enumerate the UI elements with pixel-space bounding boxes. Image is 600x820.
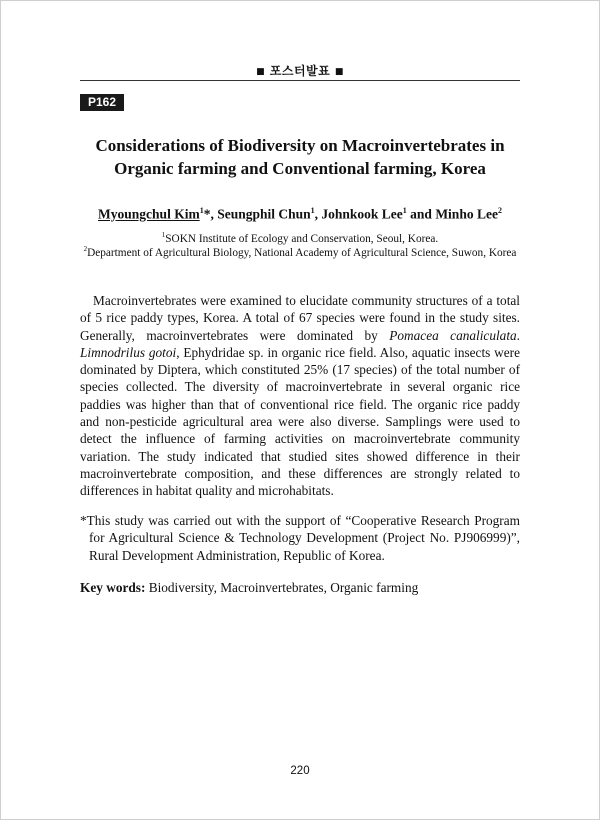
abstract-paragraph xyxy=(80,292,520,500)
page-number: 220 xyxy=(290,765,310,777)
section-header-text: 포스터발표 xyxy=(269,64,331,78)
author-line xyxy=(0,206,600,223)
abstract-text: , Ephydridae sp. in organic rice field. Also, aquatic insects were dominated by Diptera, which constituted 25% (17 species) of the total number of species collected. The diversity of macroinvertebrate in several organic rice paddies was higher than that of conventional rice field. The organic rice paddy and non-pesticide agricultural area were also diverse. Samplings were used to detect the influence of farming activities on macroinvertebrate community variation. The study indicated that studied sites showed difference in their macroinvertebrate composition, and these differences are strongly related to differences in habitat quality and microhabitats. xyxy=(80,344,520,499)
affiliation-marker: 2 xyxy=(83,245,88,253)
affiliation-text: Department of Agricultural Biology, National Academy of Agricultural Science, Suwon, Korea xyxy=(87,246,517,259)
poster-id-badge: P162 xyxy=(80,94,124,111)
author-3-affiliation: 1 xyxy=(402,206,407,215)
affiliation-1 xyxy=(0,231,600,245)
author-separator: and xyxy=(406,206,436,222)
species-name: Limnodrilus gotoi xyxy=(80,344,177,360)
bullet-square-icon: ■ xyxy=(334,67,344,77)
author-1-name: Myoungchul Kim xyxy=(98,206,200,222)
acknowledgement-note: *This study was carried out with the support of “Cooperative Research Program for Agricultural Science & Technology Development (Project No. PJ906999)”, Rural Development Administration, Republic of Korea. xyxy=(80,513,520,563)
abstract-text: . xyxy=(516,327,520,343)
keywords-text: Biodiversity, Macroinvertebrates, Organic farming xyxy=(145,580,419,595)
keywords-line xyxy=(80,579,520,596)
paper-title: Considerations of Biodiversity on Macroinvertebrates in Organic farming and Conventional farming, Korea xyxy=(95,136,505,178)
author-1-affiliation: 1 xyxy=(199,206,204,215)
author-4-affiliation: 2 xyxy=(497,206,502,215)
author-separator: , xyxy=(210,206,218,222)
author-3-name: Johnkook Lee xyxy=(321,206,403,222)
author-2-name: Seungphil Chun xyxy=(217,206,311,222)
keywords-label: Key words: xyxy=(80,580,146,595)
affiliation-2 xyxy=(0,245,600,259)
corresponding-mark: * xyxy=(203,206,211,222)
bullet-square-icon: ■ xyxy=(256,67,266,77)
header-divider xyxy=(80,80,520,81)
species-name: Pomacea canaliculata xyxy=(389,327,517,343)
author-separator: , xyxy=(314,206,322,222)
abstract-text: Macroinvertebrates were examined to elucidate community structures of a total of 5 rice paddy types, Korea. A total of 67 species were found in the study sites. Generally, macroinvertebrates were dominated by xyxy=(80,293,520,343)
section-header xyxy=(0,62,600,79)
affiliation-text: SOKN Institute of Ecology and Conservation, Seoul, Korea. xyxy=(165,232,439,245)
author-2-affiliation: 1 xyxy=(310,206,315,215)
author-4-name: Minho Lee xyxy=(435,206,498,222)
affiliation-marker: 1 xyxy=(161,231,166,239)
